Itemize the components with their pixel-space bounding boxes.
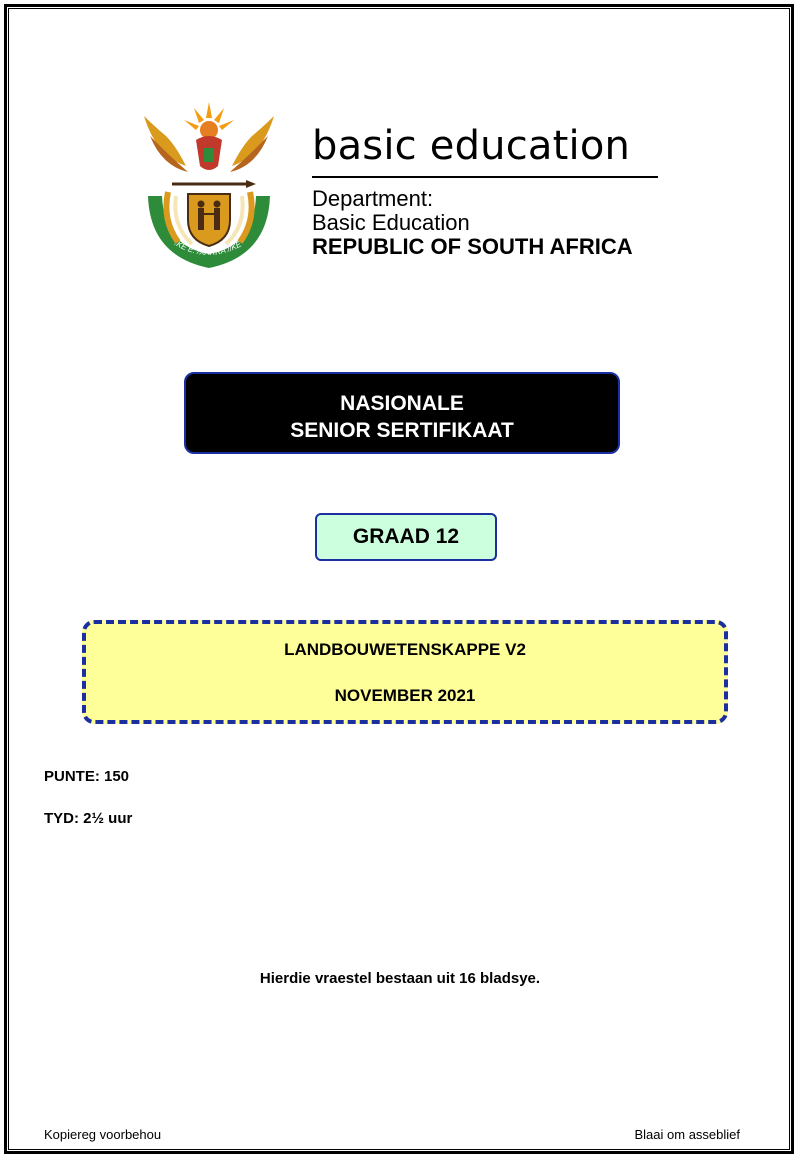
copyright-footer: Kopiereg voorbehou [44,1127,162,1142]
exam-session: NOVEMBER 2021 [334,686,476,705]
certificate-line-1: NASIONALE [340,392,464,415]
country-name: REPUBLIC OF SOUTH AFRICA [312,234,633,259]
department-name: Basic Education [312,210,470,235]
certificate-line-2: SENIOR SERTIFIKAAT [290,419,514,442]
grade-label: GRAAD 12 [352,525,460,548]
subject-box [82,620,728,724]
grade-box [315,513,497,561]
subject-title: LANDBOUWETENSKAPPE V2 [284,640,526,659]
page-count-note: Hierdie vraestel bestaan uit 16 bladsye. [259,970,541,987]
certificate-box [184,372,620,454]
motto-text: !KE E: /XARRA //KE [172,238,243,258]
coat-of-arms-logo [136,96,282,272]
turn-over-footer: Blaai om asseblief [634,1127,740,1142]
brand-title: basic education [312,123,631,169]
marks-label: PUNTE: 150 [44,768,130,785]
brand-divider [312,176,658,178]
department-label: Department: [312,186,434,211]
time-label: TYD: 2½ uur [44,810,133,827]
